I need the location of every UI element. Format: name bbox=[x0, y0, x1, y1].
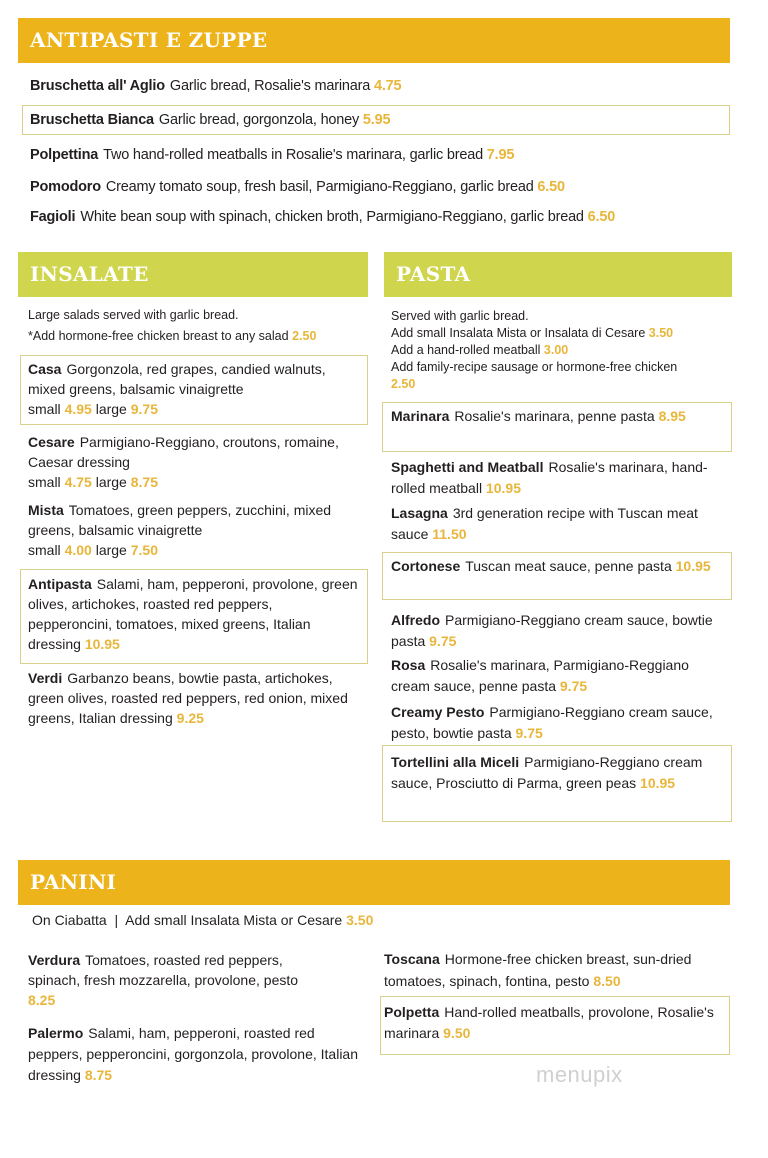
item-price: 8.75 bbox=[84, 1067, 113, 1083]
item-price: 8.95 bbox=[658, 408, 686, 424]
size-price: 4.00 bbox=[64, 542, 92, 558]
watermark: menupix bbox=[536, 1062, 623, 1087]
item-description: Hormone-free chicken breast, sun-dried tomatoes, spinach, fontina, pesto bbox=[384, 951, 692, 989]
item-description: 3rd generation recipe with Tuscan meat sauce bbox=[391, 505, 698, 542]
note-text: Add small Insalata Mista or Insalata di Cesare bbox=[391, 326, 646, 340]
menu-item bbox=[28, 668, 368, 728]
item-name: Mista bbox=[28, 502, 64, 518]
price: 2.50 bbox=[292, 329, 317, 343]
item-name: Fagioli bbox=[30, 209, 76, 225]
item-price: 10.95 bbox=[485, 480, 521, 496]
item-name: Alfredo bbox=[391, 612, 440, 628]
item-name: Bruschetta all' Aglio bbox=[30, 78, 165, 94]
menu-item bbox=[391, 457, 726, 499]
item-description: Rosalie's marinara, Parmigiano-Reggiano cream sauce, penne pasta bbox=[391, 657, 689, 694]
menu-item bbox=[28, 574, 360, 654]
note-text: On Ciabatta | Add small Insalata Mista or Cesare bbox=[32, 912, 343, 928]
item-name: Polpetta bbox=[384, 1004, 440, 1020]
pasta-note bbox=[391, 325, 726, 342]
item-sizes bbox=[28, 540, 348, 560]
note-text: Add a hand-rolled meatball bbox=[391, 343, 541, 357]
item-description: Parmigiano-Reggiano cream sauce, pesto, bowtie pasta bbox=[391, 704, 713, 741]
menu-item bbox=[391, 503, 721, 545]
menu-item bbox=[28, 432, 348, 492]
pasta-note bbox=[391, 342, 726, 359]
menu-item bbox=[391, 406, 709, 427]
item-name: Cesare bbox=[28, 434, 75, 450]
section-header-insalate: INSALATE bbox=[18, 252, 368, 297]
item-description: Rosalie's marinara, hand-rolled meatball bbox=[391, 459, 708, 496]
item-description: Hand-rolled meatballs, provolone, Rosalie's marinara bbox=[384, 1004, 714, 1041]
pasta-note bbox=[391, 308, 726, 325]
item-name: Casa bbox=[28, 361, 62, 377]
item-price: 7.95 bbox=[486, 147, 515, 163]
size-label: large bbox=[95, 474, 127, 490]
item-price: 10.95 bbox=[640, 775, 676, 791]
item-name: Cortonese bbox=[391, 558, 461, 574]
size-label: large bbox=[95, 542, 127, 558]
item-description: Parmigiano-Reggiano cream sauce, Prosciutto di Parma, green peas bbox=[391, 754, 703, 791]
menu-item bbox=[28, 1023, 363, 1086]
menu-item bbox=[28, 950, 328, 1010]
item-name: Tortellini alla Miceli bbox=[391, 754, 520, 770]
item-name: Verdura bbox=[28, 952, 81, 968]
item-name: Bruschetta Bianca bbox=[30, 112, 154, 128]
item-name: Marinara bbox=[391, 408, 450, 424]
size-price: 4.95 bbox=[64, 401, 92, 417]
item-description: Garlic bread, Rosalie's marinara bbox=[169, 78, 371, 94]
menu-item bbox=[384, 948, 724, 992]
insalate-note-chicken bbox=[28, 328, 316, 345]
item-name: Rosa bbox=[391, 657, 426, 673]
item-name: Polpettina bbox=[30, 147, 99, 163]
item-description: Creamy tomato soup, fresh basil, Parmigiano-Reggiano, garlic bread bbox=[105, 179, 534, 195]
item-description: Tomatoes, green peppers, zucchini, mixed greens, balsamic vinaigrette bbox=[28, 502, 332, 538]
size-price: 8.75 bbox=[130, 474, 158, 490]
insalate-note: Large salads served with garlic bread. bbox=[28, 308, 239, 322]
item-description: Tomatoes, roasted red peppers, spinach, fresh mozzarella, provolone, pesto bbox=[28, 952, 299, 988]
note-text: Add family-recipe sausage or hormone-free chicken bbox=[391, 360, 678, 374]
menu-item bbox=[30, 207, 615, 227]
item-price: 9.25 bbox=[176, 710, 204, 726]
item-price: 9.75 bbox=[429, 633, 457, 649]
menu-item bbox=[391, 702, 721, 744]
item-price: 9.50 bbox=[443, 1025, 471, 1041]
item-description: Salami, ham, pepperoni, provolone, green olives, artichokes, roasted red peppers, pepperoncini, tomatoes, mixed greens, Italian dressing bbox=[28, 576, 358, 652]
item-name: Pomodoro bbox=[30, 179, 101, 195]
item-price: 8.25 bbox=[28, 992, 56, 1008]
section-header-pasta: PASTA bbox=[384, 252, 732, 297]
price: 2.50 bbox=[391, 377, 416, 391]
item-description: Gorgonzola, red grapes, candied walnuts, mixed greens, balsamic vinaigrette bbox=[28, 361, 326, 397]
item-price: 9.75 bbox=[559, 678, 588, 694]
item-description: Garlic bread, gorgonzola, honey bbox=[158, 112, 360, 128]
size-price: 9.75 bbox=[130, 401, 158, 417]
menu-item bbox=[384, 1002, 719, 1044]
size-label: small bbox=[28, 474, 61, 490]
note-text: *Add hormone-free chicken breast to any salad bbox=[28, 329, 289, 343]
menu-item bbox=[391, 556, 721, 577]
item-price: 10.95 bbox=[675, 558, 711, 574]
item-price: 8.50 bbox=[593, 973, 621, 989]
section-header-antipasti: ANTIPASTI E ZUPPE bbox=[18, 18, 730, 63]
menu-item bbox=[30, 110, 390, 130]
panini-note bbox=[32, 910, 373, 930]
price: 3.50 bbox=[648, 326, 674, 340]
size-label: small bbox=[28, 401, 61, 417]
menu-item bbox=[30, 145, 514, 165]
item-name: Antipasta bbox=[28, 576, 92, 592]
item-description: Two hand-rolled meatballs in Rosalie's marinara, garlic bread bbox=[103, 147, 483, 163]
menu-item bbox=[30, 76, 401, 96]
item-name: Toscana bbox=[384, 951, 440, 967]
item-name: Lasagna bbox=[391, 505, 448, 521]
item-name: Creamy Pesto bbox=[391, 704, 485, 720]
item-name: Verdi bbox=[28, 670, 63, 686]
menu-item bbox=[28, 359, 348, 419]
item-description: Tuscan meat sauce, penne pasta bbox=[465, 558, 672, 574]
size-price: 4.75 bbox=[64, 474, 92, 490]
item-price: 6.50 bbox=[537, 179, 565, 195]
note-text: Served with garlic bread. bbox=[391, 309, 529, 323]
item-description: Salami, ham, pepperoni, roasted red peppers, pepperoncini, gorgonzola, provolone, Italian dressing bbox=[28, 1025, 359, 1083]
price: 3.00 bbox=[543, 343, 569, 357]
pasta-note bbox=[391, 359, 681, 393]
item-description: Rosalie's marinara, penne pasta bbox=[454, 408, 655, 424]
size-price: 7.50 bbox=[130, 542, 158, 558]
item-description: White bean soup with spinach, chicken broth, Parmigiano-Reggiano, garlic bread bbox=[80, 209, 584, 225]
item-price: 6.50 bbox=[587, 209, 616, 225]
section-header-panini: PANINI bbox=[18, 860, 730, 905]
menu-item bbox=[391, 655, 726, 697]
size-label: large bbox=[95, 401, 127, 417]
item-price: 11.50 bbox=[432, 526, 467, 542]
item-sizes bbox=[28, 399, 348, 419]
item-name: Palermo bbox=[28, 1025, 84, 1041]
item-price: 4.75 bbox=[373, 78, 402, 94]
price: 3.50 bbox=[346, 912, 374, 928]
item-description: Garbanzo beans, bowtie pasta, artichokes, green olives, roasted red peppers, red onion, mixed greens, Italian dressing bbox=[28, 670, 348, 726]
item-price: 10.95 bbox=[84, 636, 120, 652]
menu-item bbox=[391, 752, 726, 794]
size-label: small bbox=[28, 542, 61, 558]
item-description: Parmigiano-Reggiano, croutons, romaine, Caesar dressing bbox=[28, 434, 339, 470]
item-price: 5.95 bbox=[362, 112, 391, 128]
item-description: Parmigiano-Reggiano cream sauce, bowtie pasta bbox=[391, 612, 713, 649]
item-price: 9.75 bbox=[515, 725, 543, 741]
pasta-notes bbox=[391, 308, 726, 393]
menu-item bbox=[391, 610, 721, 652]
item-name: Spaghetti and Meatball bbox=[391, 459, 544, 475]
item-sizes bbox=[28, 472, 348, 492]
menu-item bbox=[28, 500, 348, 560]
menu-item bbox=[30, 177, 565, 197]
